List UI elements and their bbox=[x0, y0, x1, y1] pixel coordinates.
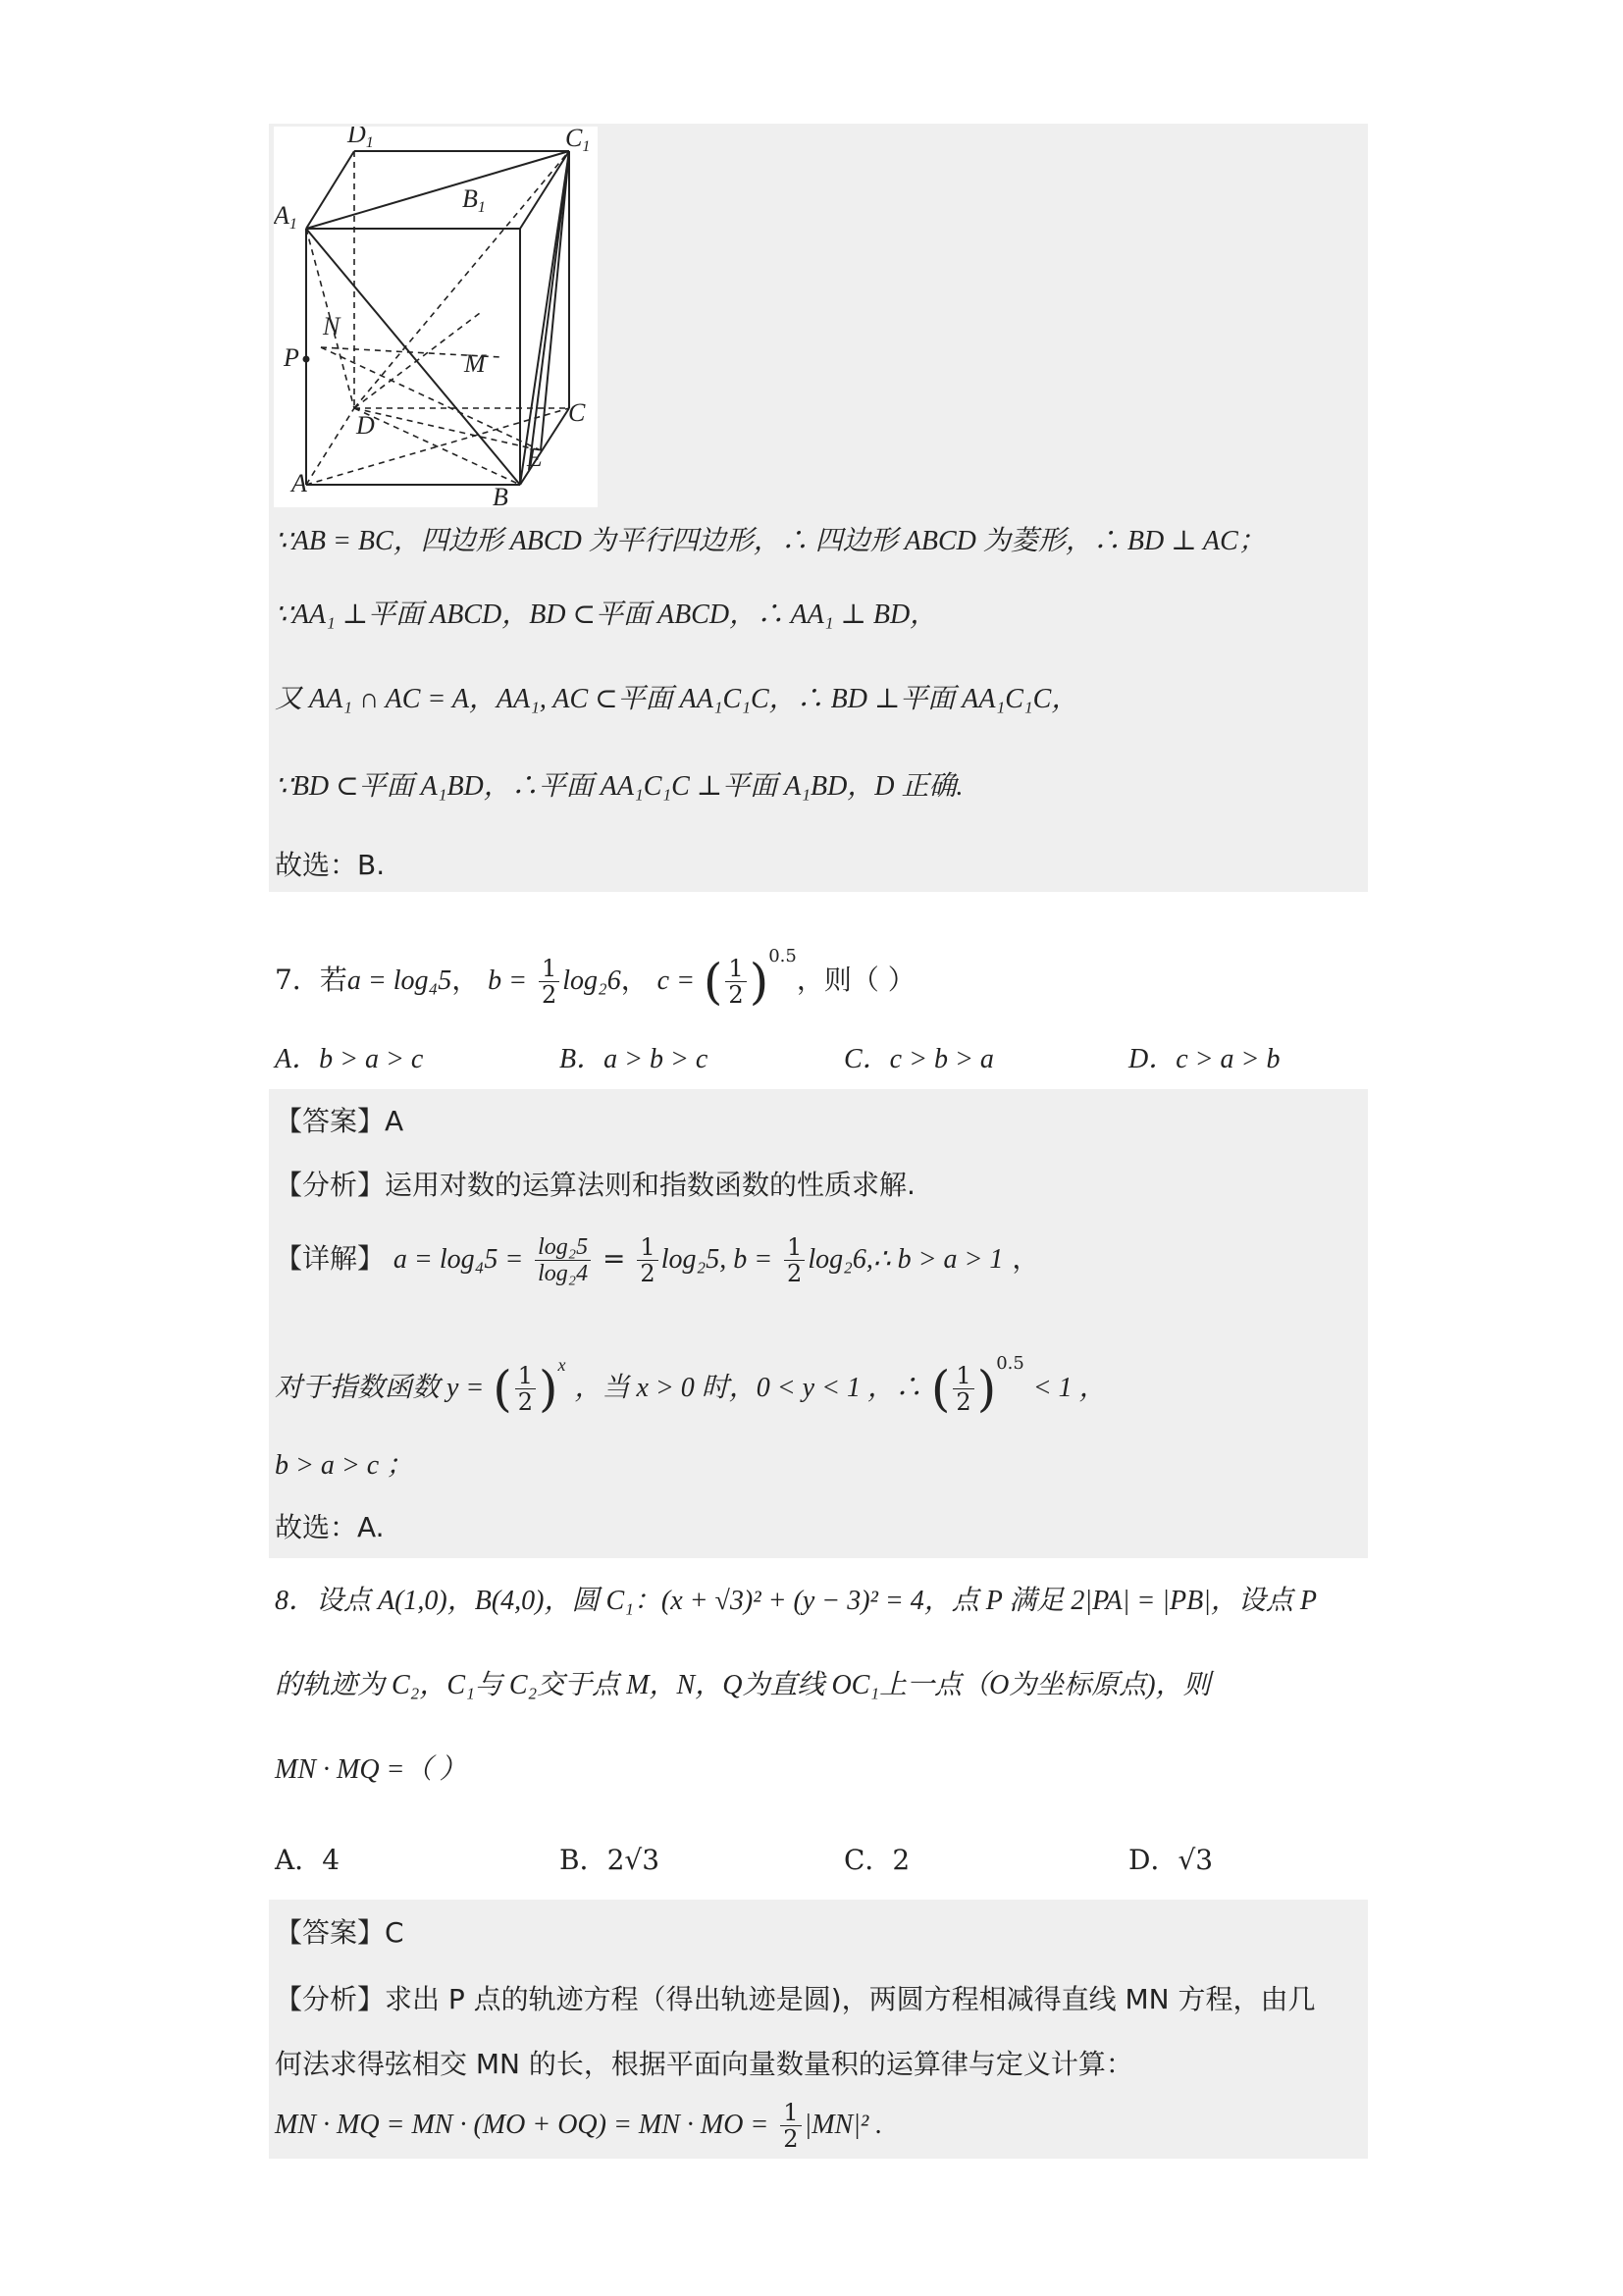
q8-analysis2: 何法求得弦相交 MN 的长，根据平面向量数量积的运算律与定义计算： bbox=[275, 2048, 1133, 2080]
frac-den: 2 bbox=[640, 1260, 655, 1287]
q7-exp-pre: 对于指数函数 y = bbox=[275, 1373, 485, 1403]
sol6-line1: ∵AB = BC，四边形 ABCD 为平行四边形，∴ 四边形 ABCD 为菱形，∴ BD ⊥ AC； bbox=[275, 526, 1266, 556]
q7-detail: 【详解】 a = log₄5 = $\frac{\text{log₂5}}{\text{log₂4}}$ = $\frac{1}{2}$ log₂5, b = $\frac{1}{2}$ log₂6,∴ b > a > 1 ， bbox=[275, 1233, 1040, 1287]
q7-option-a: A．b > a > c bbox=[275, 1044, 424, 1074]
q7-exp-x: x bbox=[557, 1355, 566, 1375]
sol6-line4: ∵BD ⊂平面 A₁BD，∴平面 AA₁C₁C ⊥平面 A₁BD，D 正确. bbox=[275, 771, 964, 802]
frac-num: 1 bbox=[953, 1363, 973, 1389]
label-C: C bbox=[568, 398, 586, 427]
q8-analysis3 bbox=[275, 2100, 882, 2152]
q7-exp-end: < 1 ， bbox=[1032, 1373, 1107, 1403]
q8-analysis1: 【分析】求出 P 点的轨迹方程（得出轨迹是圆)，两圆方程相减得直线 MN 方程，由几 bbox=[275, 1983, 1316, 2015]
q7-half-frac-1 bbox=[637, 1234, 657, 1286]
q7-stem-prefix: 7．若 bbox=[275, 964, 347, 996]
frac-den: 2 bbox=[541, 981, 557, 1009]
q7-b-pre: b = bbox=[488, 965, 528, 996]
q7-option-d: D．c > a > b bbox=[1128, 1044, 1281, 1074]
frac-num: 1 bbox=[780, 2100, 801, 2126]
frac-den: 2 bbox=[517, 1388, 534, 1416]
q8-line2: 的轨迹为 C₂，C₁与 C₂交于点 M，N，Q为直线 OC₁上一点（O为坐标原点)，则 bbox=[275, 1670, 1211, 1700]
q7-detail-frac bbox=[535, 1234, 591, 1286]
frac-den: 2 bbox=[783, 2125, 799, 2153]
q7-exp-frac bbox=[515, 1363, 536, 1415]
q7-answer: 【答案】A bbox=[275, 1105, 404, 1137]
q7-choice: 故选：A. bbox=[275, 1511, 385, 1543]
q7-stem: 7．若a = log₄5， b = $\frac{1}{2}$ log₂6， c = ( $\frac{1}{2}$ )$^{0.5}$，则（ ） bbox=[275, 946, 916, 1011]
q8-answer: 【答案】C bbox=[275, 1916, 404, 1949]
q7-order: b > a > c ； bbox=[275, 1450, 414, 1481]
frac-num: 1 bbox=[637, 1234, 657, 1261]
q8-line1: 8．设点 A(1,0)，B(4,0)，圆 C₁：(x + √3)² + (y − 3)² = 4，点 P 满足 2|PA| = |PB|，设点 P bbox=[275, 1586, 1317, 1616]
q7-detail-a: a = log₄5 = bbox=[393, 1244, 524, 1275]
q7-detail-comma: ， bbox=[1012, 1242, 1040, 1275]
label-N: N bbox=[323, 312, 340, 340]
label-A1: A1 bbox=[274, 201, 297, 233]
sol6-line3: 又 AA₁ ∩ AC = A，AA₁, AC ⊂平面 AA₁C₁C，∴ BD ⊥平面 AA₁C₁C， bbox=[275, 684, 1079, 714]
q7-exp-frac-2 bbox=[953, 1363, 973, 1415]
frac-num: 1 bbox=[725, 956, 746, 982]
label-D: D bbox=[356, 411, 375, 440]
q7-option-b: B．a > b > c bbox=[559, 1044, 708, 1074]
label-D1: D1 bbox=[347, 127, 374, 151]
q8-option-c: C．2 bbox=[844, 1844, 911, 1876]
label-E: E bbox=[527, 444, 543, 472]
frac-den: 2 bbox=[728, 981, 744, 1009]
frac-num: log₂5 bbox=[535, 1234, 591, 1261]
frac-num: 1 bbox=[539, 956, 559, 982]
q8-option-b: B．2√3 bbox=[559, 1844, 660, 1876]
q7-analysis: 【分析】运用对数的运算法则和指数函数的性质求解. bbox=[275, 1169, 916, 1201]
label-P: P bbox=[284, 343, 299, 372]
frac-den: 2 bbox=[787, 1260, 803, 1287]
label-C1: C1 bbox=[565, 127, 591, 155]
prism-diagram bbox=[274, 127, 598, 507]
frac-num: 1 bbox=[784, 1234, 805, 1261]
frac-num: 1 bbox=[515, 1363, 536, 1389]
q8-analysis3-post: |MN|² . bbox=[804, 2110, 883, 2140]
q8-option-a: A．4 bbox=[275, 1844, 340, 1876]
label-B: B bbox=[493, 483, 508, 507]
q7-b-frac bbox=[539, 956, 559, 1008]
q7-detail-label: 【详解】 bbox=[275, 1242, 386, 1275]
q7-exp-mid: ，当 x > 0 时，0 < y < 1 ，∴ bbox=[574, 1373, 922, 1403]
sol6-line2: ∵AA₁ ⊥平面 ABCD，BD ⊂平面 ABCD，∴ AA₁ ⊥ BD， bbox=[275, 600, 938, 630]
q7-option-c: C．c > b > a bbox=[844, 1044, 994, 1074]
sol6-choice: 故选：B. bbox=[275, 849, 386, 881]
q7-detail-end: log₂6,∴ b > a > 1 bbox=[808, 1244, 1004, 1275]
q7-b-post: log₂6 bbox=[562, 965, 621, 996]
q7-exp-exp: 0.5 bbox=[996, 1353, 1024, 1374]
q8-option-d: D．√3 bbox=[1128, 1844, 1214, 1876]
prism-figure bbox=[274, 127, 598, 507]
q8-line3: MN · MQ =（ ） bbox=[275, 1754, 467, 1785]
q7-detail-mid: log₂5, b = bbox=[660, 1244, 773, 1275]
q7-exp-line: 对于指数函数 y = ( $\frac{1}{2}$ )$^x$ ，当 x > 0 时，0 < y < 1 ，∴ ( $\frac{1}{2}$ )$^{0.5}$ < 1 ， bbox=[275, 1353, 1107, 1418]
q7-stem-suffix: ，则（ ） bbox=[796, 964, 916, 996]
q7-c-exp: 0.5 bbox=[768, 946, 797, 966]
frac-den: log₂4 bbox=[538, 1261, 589, 1286]
frac-den: 2 bbox=[956, 1388, 971, 1416]
q8-half-frac bbox=[780, 2100, 801, 2152]
label-M: M bbox=[464, 349, 486, 378]
q7-c-pre: c = bbox=[656, 965, 695, 996]
label-B1: B1 bbox=[462, 184, 486, 216]
q7-a-expr: a = log₄5 bbox=[346, 965, 452, 996]
label-A: A bbox=[291, 469, 307, 497]
q8-analysis3-pre: MN · MQ = MN · (MO + OQ) = MN · MO = bbox=[275, 2110, 769, 2140]
q7-half-frac-2 bbox=[784, 1234, 805, 1286]
solution-7-panel bbox=[269, 1089, 1368, 1558]
q7-c-frac bbox=[725, 956, 746, 1008]
